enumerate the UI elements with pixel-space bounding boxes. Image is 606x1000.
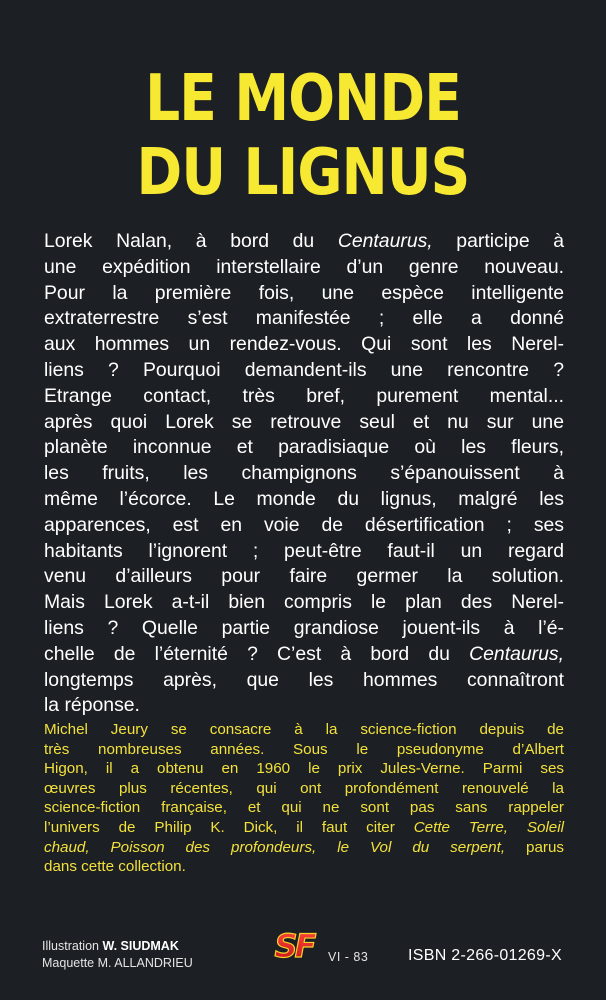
bio-line: Michel Jeury se consacre à la science-fiction depuis de [44, 721, 564, 738]
sf-logo-text: SF [274, 927, 314, 965]
synopsis-line: planète inconnue et paradisiaque où les fleurs, [44, 436, 564, 459]
bio-line: très nombreuses années. Sous le pseudonyme d’Albert [44, 740, 564, 758]
synopsis-line: une expédition interstellaire d’un genre nouveau. [44, 255, 564, 278]
credits [42, 938, 193, 972]
synopsis-line: Mais Lorek a-t-il bien compris le plan des Nerel- [44, 591, 564, 614]
bio-line: Higon, il a obtenu en 1960 le prix Jules-Verne. Parmi ses [44, 760, 564, 778]
ship-name: Centaurus, [469, 642, 564, 665]
synopsis-line: la réponse. [44, 694, 140, 717]
synopsis-line: habitants l’ignorent ; peut-être faut-il un regard [44, 539, 564, 562]
synopsis-line: liens ? Pourquoi demandent-ils une rencontre ? [44, 358, 564, 381]
synopsis-line: chelle de l’éternité ? C’est à bord du Centaurus, [44, 642, 564, 665]
synopsis-line: liens ? Quelle partie grandiose jouent-ils à l’é- [44, 616, 564, 639]
synopsis-line: Lorek Nalan, à bord du Centaurus, participe à [44, 230, 565, 252]
bio-line: dans cette collection. [44, 858, 186, 876]
ship-name: Centaurus, [337, 230, 433, 252]
synopsis-line: Etrange contact, très bref, purement mental... [44, 384, 564, 407]
title-line-1: LE MONDE [145, 62, 461, 136]
isbn: ISBN 2-266-01269-X [408, 947, 562, 964]
synopsis-line: longtemps après, que les hommes connaîtront [44, 668, 564, 691]
synopsis-paragraph [44, 229, 564, 719]
synopsis-line: aux hommes un rendez-vous. Qui sont les Nerel- [44, 333, 564, 356]
bio-line: œuvres plus récentes, qui ont profondément renouvelé la [44, 779, 564, 797]
synopsis-line: Pour la première fois, une espèce intelligente [44, 281, 564, 304]
synopsis-line: les fruits, les champignons s’épanouissent à [44, 462, 564, 485]
bio-line: science-fiction française, et qui ne sont pas sans rappeler [44, 799, 564, 817]
author-bio [44, 720, 564, 877]
synopsis-line: apparences, est en voie de désertification ; ses [44, 513, 564, 536]
synopsis-line: extraterrestre s’est manifestée ; elle a donné [44, 307, 564, 330]
synopsis-line: venu d’ailleurs pour faire germer la solution. [44, 565, 564, 588]
print-code: VI - 83 [328, 950, 369, 964]
book-titles: Cette Terre, Soleil [413, 818, 565, 836]
synopsis-line: après quoi Lorek se retrouve seul et nu sur une [44, 410, 564, 433]
illustration-credit: Illustration W. SIUDMAK [42, 939, 179, 953]
maquette-credit: Maquette M. ALLANDRIEU [42, 956, 193, 970]
book-title [42, 62, 563, 210]
illustrator-name: W. SIUDMAK [102, 939, 179, 953]
bio-line: chaud, Poisson des profondeurs, le Vol du serpent, parus [44, 838, 564, 856]
sf-collection-logo [271, 922, 317, 968]
book-titles: chaud, Poisson des profondeurs, le Vol du serpent, [44, 838, 506, 856]
title-line-2: DU LIGNUS [136, 136, 470, 210]
synopsis-line: même l’écorce. Le monde du lignus, malgré les [44, 487, 564, 510]
bio-line: l’univers de Philip K. Dick, il faut citer Cette Terre, Soleil [44, 818, 565, 836]
